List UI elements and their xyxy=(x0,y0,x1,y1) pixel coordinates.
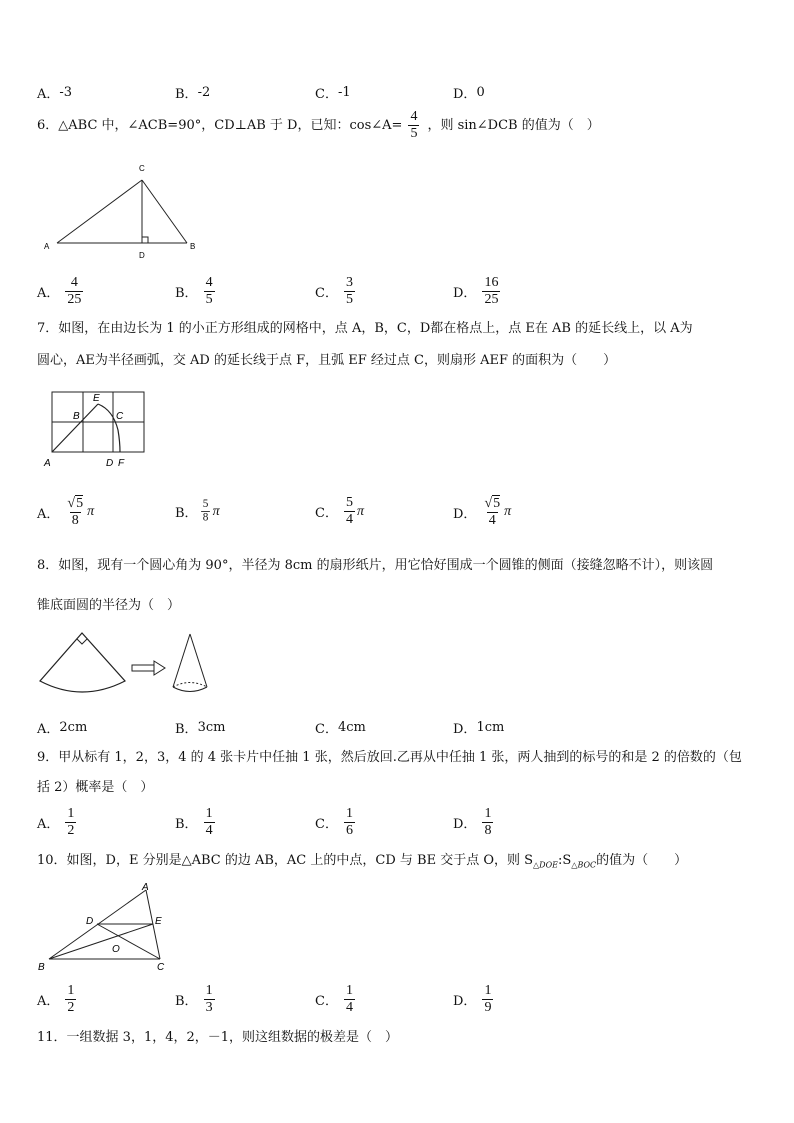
option-letter: D． xyxy=(453,286,477,301)
fraction-numerator: 1 xyxy=(345,983,353,998)
label-d: D xyxy=(86,916,94,927)
q6-option-b[interactable] xyxy=(175,275,215,308)
q6-option-d[interactable] xyxy=(453,275,500,308)
fraction-denominator: 9 xyxy=(484,1000,492,1015)
option-fraction xyxy=(482,275,500,308)
option-letter: D． xyxy=(453,506,477,522)
q10-stem-a: 10．如图，D，E 分别是△ABC 的边 AB，AC 上的中点，CD 与 BE 交于点 O，则 S xyxy=(37,853,534,868)
label-a: A xyxy=(142,882,149,893)
q9-option-b[interactable] xyxy=(175,806,215,839)
fraction-denominator: 8 xyxy=(484,823,492,838)
fraction-numerator: 1 xyxy=(67,806,75,821)
q9-option-c[interactable] xyxy=(315,806,355,839)
fraction-numerator: 1 xyxy=(205,806,213,821)
option-fraction xyxy=(344,983,355,1016)
option-fraction xyxy=(482,983,493,1016)
option-fraction xyxy=(482,495,502,529)
fraction-denominator: 3 xyxy=(205,1000,213,1015)
q8-option-b[interactable] xyxy=(175,718,225,737)
radicand: 5 xyxy=(493,496,501,511)
fraction-numerator: 1 xyxy=(67,983,75,998)
option-fraction xyxy=(204,275,215,308)
q8-option-d[interactable] xyxy=(453,718,504,737)
option-letter: D． xyxy=(453,87,477,102)
fraction-denominator: 4 xyxy=(345,512,353,527)
q7-option-c[interactable] xyxy=(315,495,364,528)
q9-option-a[interactable] xyxy=(37,806,76,839)
q5-option-b[interactable] xyxy=(175,83,210,102)
label-b: B xyxy=(190,242,196,251)
fraction-numerator: 5 xyxy=(345,495,353,510)
option-letter: D． xyxy=(453,817,477,832)
label-f: F xyxy=(118,458,125,469)
label-b: B xyxy=(73,411,80,422)
label-o: O xyxy=(112,944,120,955)
pi-symbol: π xyxy=(212,503,220,519)
label-c: C xyxy=(116,411,124,422)
q5-option-c[interactable] xyxy=(315,83,351,102)
fraction-numerator: 4 xyxy=(205,275,213,290)
option-letter: C． xyxy=(315,286,338,301)
option-letter: C． xyxy=(315,506,338,521)
option-letter: A． xyxy=(37,506,60,522)
fraction-numerator: √5 xyxy=(67,496,84,511)
option-fraction xyxy=(204,983,215,1016)
fraction-denominator: 4 xyxy=(488,513,496,528)
option-letter: C． xyxy=(315,722,338,737)
pi-symbol: π xyxy=(504,504,512,519)
q7-grid-figure xyxy=(40,386,155,472)
fraction-numerator: 16 xyxy=(484,275,499,290)
option-letter: A． xyxy=(37,87,60,102)
fraction-denominator: 4 xyxy=(205,823,213,838)
option-fraction xyxy=(204,806,215,839)
fraction-numerator: 1 xyxy=(484,806,492,821)
option-value: 2cm xyxy=(59,720,88,735)
option-fraction xyxy=(65,806,76,839)
option-fraction xyxy=(344,495,355,528)
option-value: 4cm xyxy=(337,720,366,735)
fraction-denominator: 5 xyxy=(345,292,353,307)
fraction-denominator: 4 xyxy=(345,1000,353,1015)
option-fraction xyxy=(65,495,85,529)
option-letter: D． xyxy=(453,722,477,737)
fraction-numerator: 5 xyxy=(202,498,208,511)
q10-option-d[interactable] xyxy=(453,983,493,1016)
fraction-numerator: 1 xyxy=(484,983,492,998)
fraction-denominator: 8 xyxy=(202,511,208,524)
option-letter: B． xyxy=(175,817,198,832)
fraction-denominator: 5 xyxy=(205,292,213,307)
fraction-numerator: 3 xyxy=(345,275,353,290)
arrow-icon xyxy=(154,661,165,675)
label-a: A xyxy=(44,242,50,251)
q11-stem: 11．一组数据 3，1，4，2，－1，则这组数据的极差是（ ） xyxy=(37,1030,399,1045)
option-letter: B． xyxy=(175,286,198,301)
fraction-numerator: 1 xyxy=(205,983,213,998)
option-letter: B． xyxy=(175,506,198,521)
label-a: A xyxy=(44,458,51,469)
label-d: D xyxy=(139,251,145,260)
option-letter: B． xyxy=(175,994,198,1009)
fraction-denominator: 25 xyxy=(67,292,82,307)
q10-triangle-figure xyxy=(35,880,180,975)
option-fraction xyxy=(344,806,355,839)
fraction-denominator: 6 xyxy=(345,823,353,838)
q7-stem-line2: 圆心，AE为半径画弧，交 AD 的延长线于点 F，且弧 EF 经过点 C，则扇形 AEF 的面积为（ ） xyxy=(37,353,617,368)
q6-cos-fraction xyxy=(408,109,419,142)
option-letter: C． xyxy=(315,817,338,832)
q6-stem-a: 6．△ABC 中，∠ACB=90°，CD⊥AB 于 D，已知：cos∠A= xyxy=(37,117,403,133)
option-letter: A． xyxy=(37,994,60,1009)
q7-option-a[interactable] xyxy=(37,495,94,529)
fraction-numerator: √5 xyxy=(484,496,501,511)
pi-symbol: π xyxy=(356,503,364,519)
option-letter: A． xyxy=(37,817,60,832)
q8-option-a[interactable] xyxy=(37,718,87,737)
option-value: -2 xyxy=(197,85,211,100)
option-value: -3 xyxy=(59,85,73,100)
q8-stem-line2: 锥底面圆的半径为（ ） xyxy=(37,598,181,613)
q8-sector-cone-figure xyxy=(35,628,225,708)
fraction-numerator: 4 xyxy=(70,275,78,290)
fraction-numerator: 4 xyxy=(410,109,418,124)
option-letter: D． xyxy=(453,994,477,1009)
label-c: C xyxy=(157,962,165,973)
label-c: C xyxy=(139,164,145,173)
q9-option-d[interactable] xyxy=(453,806,493,839)
q7-option-b[interactable] xyxy=(175,495,220,528)
q10-stem-c: 的值为（ ） xyxy=(596,853,688,868)
q8-stem-line1: 8．如图，现有一个圆心角为 90°，半径为 8cm 的扇形纸片，用它恰好围成一个圆锥的侧面（接缝忽略不计），则该圆 xyxy=(37,558,714,573)
option-fraction xyxy=(344,275,355,308)
option-fraction xyxy=(201,498,210,524)
option-fraction xyxy=(482,806,493,839)
q5-option-a[interactable] xyxy=(37,83,72,102)
q6-stem xyxy=(37,109,600,142)
option-letter: A． xyxy=(37,286,60,301)
q6-triangle-figure xyxy=(35,158,205,262)
q10-subscript-1: △DOE xyxy=(533,860,558,870)
fraction-denominator: 2 xyxy=(67,1000,75,1015)
label-e: E xyxy=(155,916,162,927)
sector-shape xyxy=(40,633,125,692)
q7-option-d[interactable] xyxy=(453,495,511,529)
fraction-denominator: 2 xyxy=(67,823,75,838)
option-value: -1 xyxy=(337,85,351,100)
radicand: 5 xyxy=(76,496,84,511)
q10-stem-b: :S xyxy=(558,853,572,868)
option-fraction xyxy=(65,275,83,308)
label-d: D xyxy=(106,458,114,469)
label-e: E xyxy=(93,393,100,404)
q6-stem-b: ，则 sin∠DCB 的值为（ ） xyxy=(427,117,600,133)
q9-stem-line2: 括 2）概率是（ ） xyxy=(37,780,154,795)
q5-option-d[interactable] xyxy=(453,83,485,102)
option-fraction xyxy=(65,983,76,1016)
q10-option-c[interactable] xyxy=(315,983,355,1016)
option-letter: B． xyxy=(175,722,198,737)
q9-stem-line1: 9．甲从标有 1，2，3，4 的 4 张卡片中任抽 1 张，然后放回.乙再从中任抽 1 张，两人抽到的标号的和是 2 的倍数的（包 xyxy=(37,750,742,765)
q6-option-c[interactable] xyxy=(315,275,355,308)
option-value: 1cm xyxy=(476,720,505,735)
option-letter: C． xyxy=(315,994,338,1009)
q10-stem xyxy=(37,852,687,875)
fraction-denominator: 8 xyxy=(71,513,79,528)
q10-option-a[interactable] xyxy=(37,983,76,1016)
option-value: 3cm xyxy=(197,720,226,735)
fraction-numerator: 1 xyxy=(345,806,353,821)
option-letter: A． xyxy=(37,722,60,737)
q10-option-b[interactable] xyxy=(175,983,215,1016)
pi-symbol: π xyxy=(87,504,95,519)
q10-subscript-2: △BOC xyxy=(571,860,597,870)
option-letter: C． xyxy=(315,87,338,102)
q6-option-a[interactable] xyxy=(37,275,83,308)
fraction-denominator: 5 xyxy=(410,126,418,141)
option-value: 0 xyxy=(476,85,485,100)
fraction-denominator: 25 xyxy=(484,292,499,307)
q7-stem-line1: 7．如图，在由边长为 1 的小正方形组成的网格中，点 A，B，C，D都在格点上，点 E在 AB 的延长线上，以 A为 xyxy=(37,321,693,336)
label-b: B xyxy=(38,962,45,973)
q8-option-c[interactable] xyxy=(315,718,366,737)
option-letter: B． xyxy=(175,87,198,102)
